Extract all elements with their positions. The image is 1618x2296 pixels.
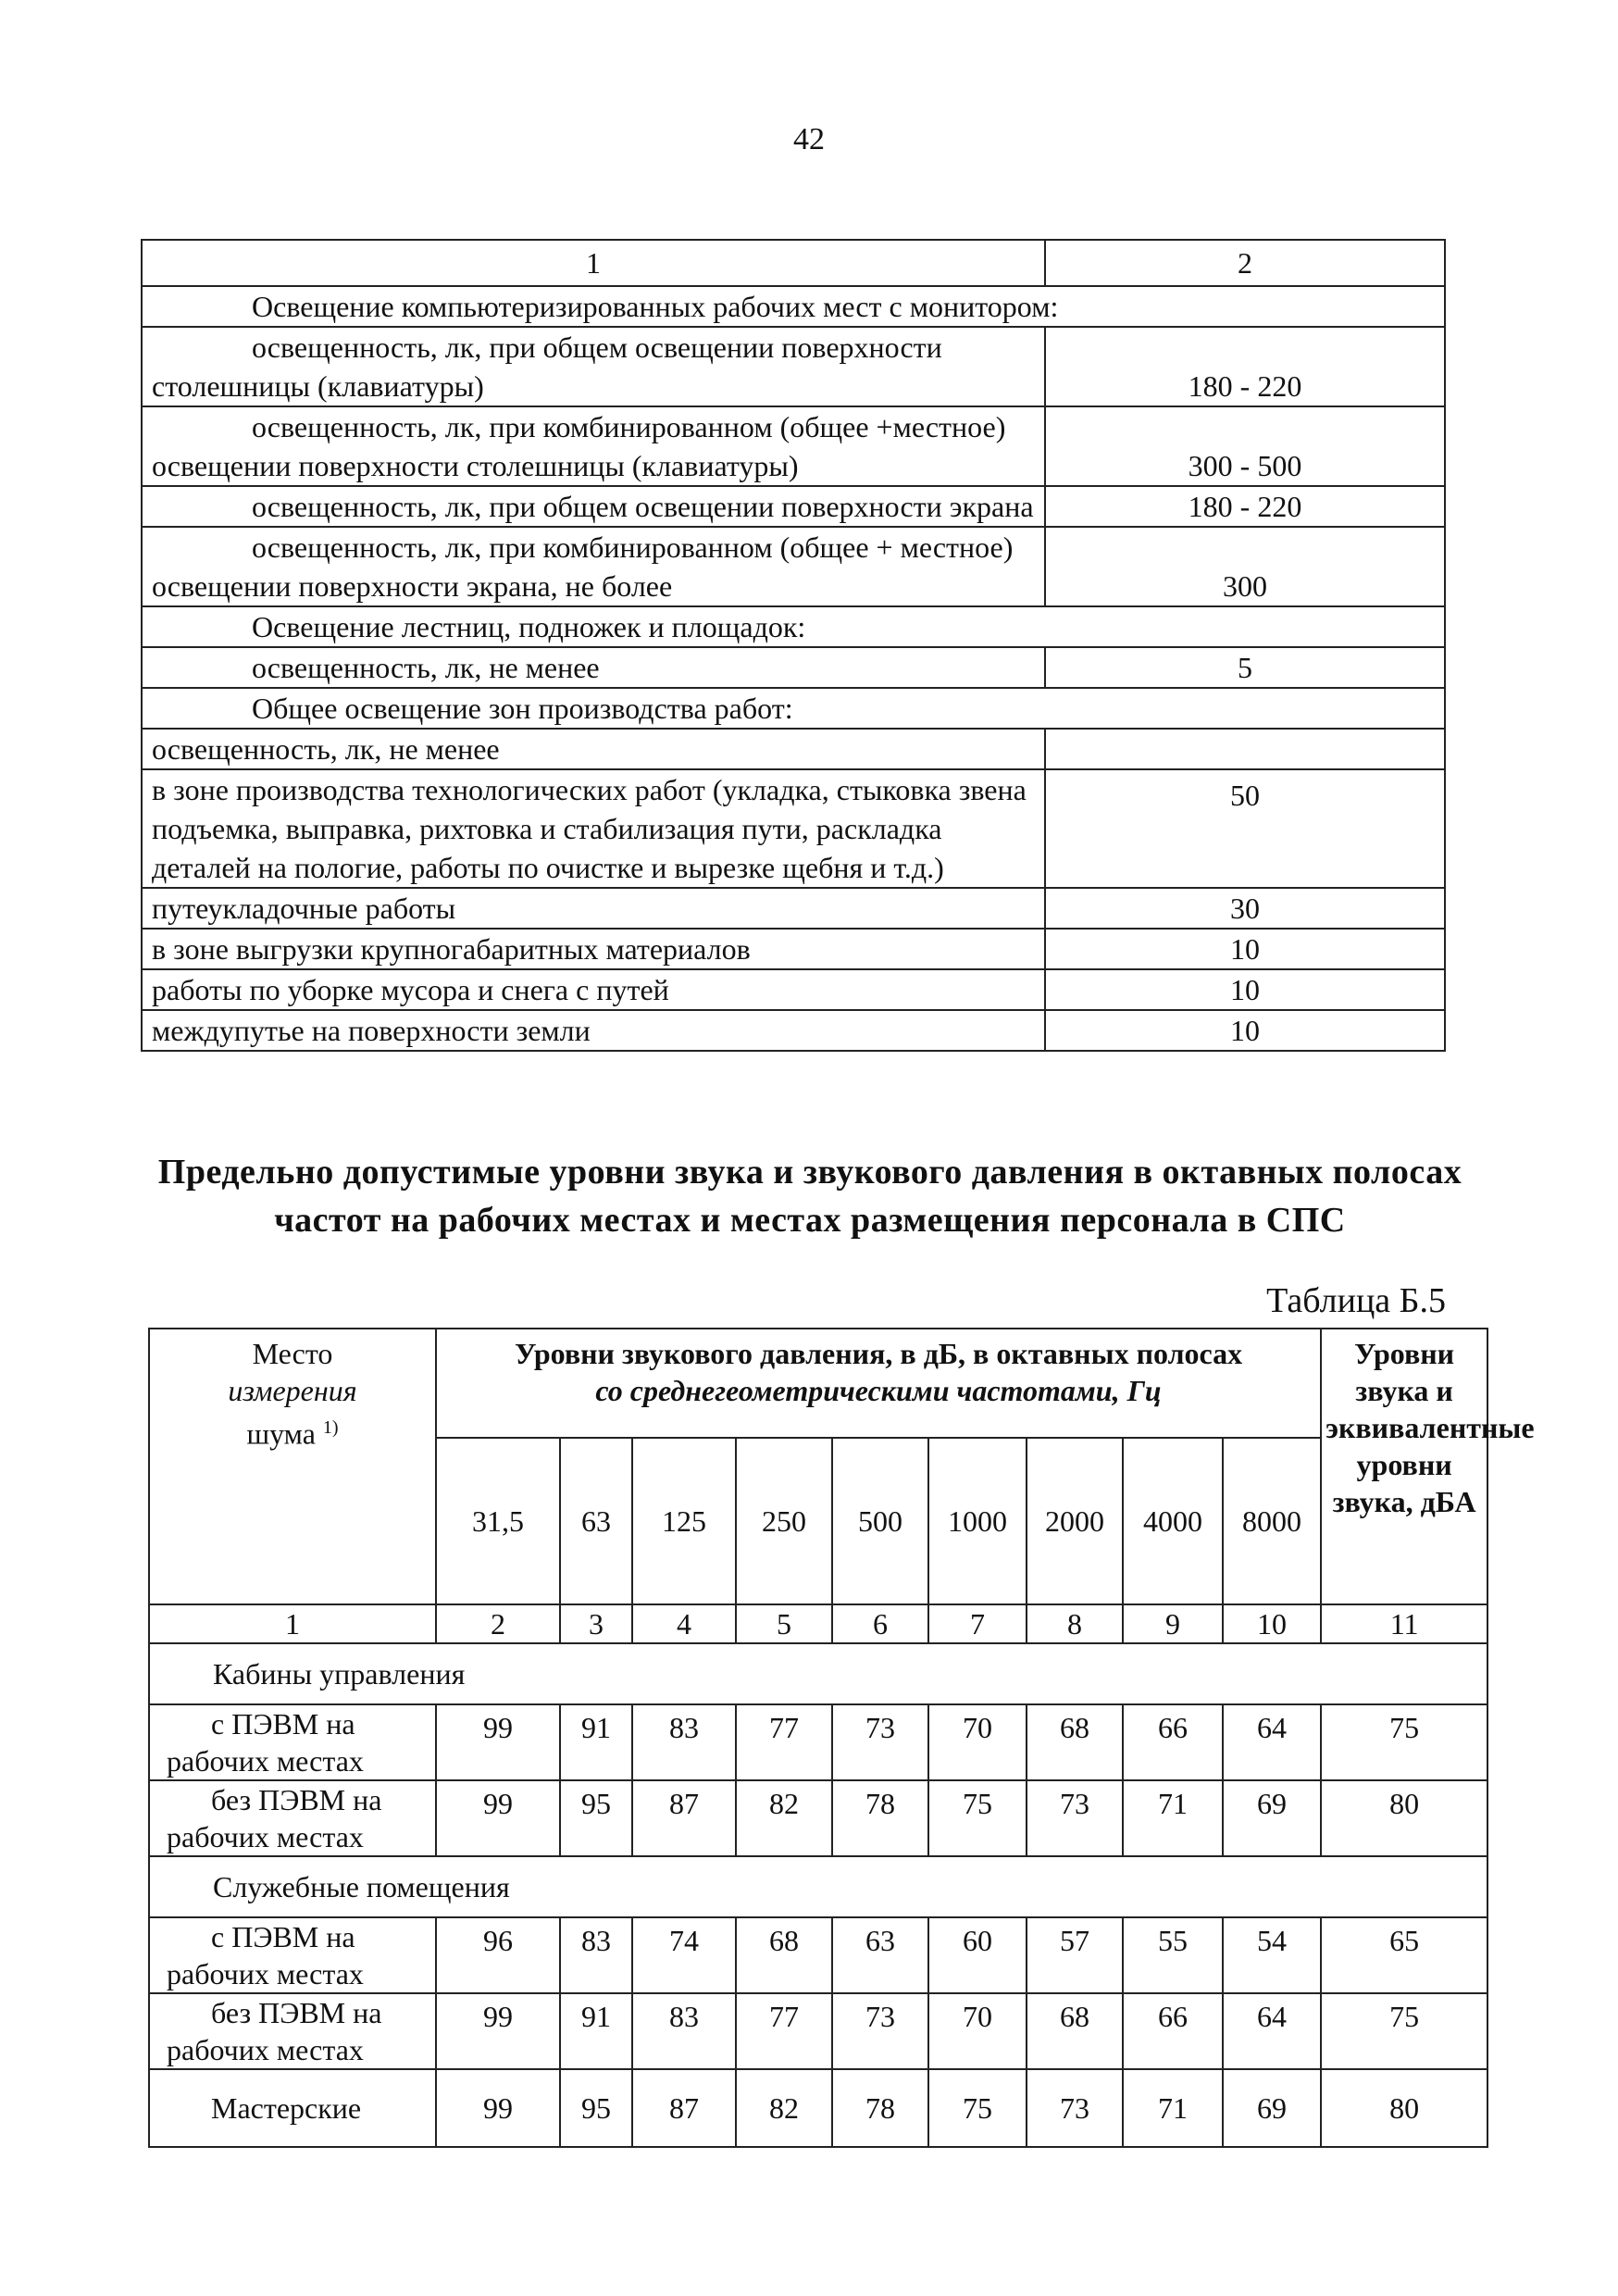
column-number: 10 <box>1223 1604 1321 1643</box>
value-cell: 95 <box>560 1780 632 1856</box>
frequency-cell: 31,5 <box>436 1438 560 1604</box>
column-number: 8 <box>1027 1604 1123 1643</box>
page-number: 42 <box>793 122 825 156</box>
value-cell: 77 <box>736 1993 832 2069</box>
table-row <box>142 527 1445 606</box>
column-number: 7 <box>928 1604 1027 1643</box>
row-value: 300 - 500 <box>1045 406 1445 486</box>
row-value: 30 <box>1045 888 1445 929</box>
column-number: 9 <box>1123 1604 1223 1643</box>
frequency-cell: 1000 <box>928 1438 1027 1604</box>
group-title: Служебные помещения <box>149 1856 1487 1917</box>
row-label: путеукладочные работы <box>142 888 1045 929</box>
value-cell: 60 <box>928 1917 1027 1993</box>
value-cell: 64 <box>1223 1704 1321 1780</box>
row-value: 10 <box>1045 969 1445 1010</box>
value-cell: 71 <box>1123 1780 1223 1856</box>
value-cell: 95 <box>560 2069 632 2147</box>
value-cell: 73 <box>1027 1780 1123 1856</box>
table-header-row <box>142 240 1445 286</box>
group-row <box>149 1643 1487 1704</box>
value-cell: 99 <box>436 1780 560 1856</box>
place-line: без ПЭВМ на <box>211 1996 382 2029</box>
value-cell: 66 <box>1123 1993 1223 2069</box>
place-line: с ПЭВМ на <box>211 1707 355 1741</box>
column-number-row <box>149 1604 1487 1643</box>
value-cell: 75 <box>928 2069 1027 2147</box>
total-cell: 80 <box>1321 1780 1487 1856</box>
place-cell <box>149 1917 436 1993</box>
row-label: освещенность, лк, при общем освещении поверхности экрана <box>142 486 1045 527</box>
value-cell: 69 <box>1223 2069 1321 2147</box>
table-row <box>149 1704 1487 1780</box>
value-cell: 83 <box>632 1704 736 1780</box>
row-label: освещенность, лк, при комбинированном (общее + местное) освещении поверхности экрана, не более <box>142 527 1045 606</box>
section-heading: Предельно допустимые уровни звука и звукового давления в октавных полосах частот на рабочих местах и местах размещения персонала в СПС <box>157 1153 1462 1240</box>
value-cell: 64 <box>1223 1993 1321 2069</box>
row-value: 50 <box>1045 769 1445 888</box>
table-caption: Таблица Б.5 <box>1266 1281 1446 1320</box>
table-row <box>149 1993 1487 2069</box>
lighting-table <box>141 239 1446 1052</box>
value-cell: 71 <box>1123 2069 1223 2147</box>
value-cell: 96 <box>436 1917 560 1993</box>
value-cell: 75 <box>928 1780 1027 1856</box>
column-number: 5 <box>736 1604 832 1643</box>
table-row <box>149 1780 1487 1856</box>
value-cell: 82 <box>736 1780 832 1856</box>
row-value: 10 <box>1045 929 1445 969</box>
noise-levels-table <box>148 1328 1535 2148</box>
table-row <box>142 929 1445 969</box>
table-row <box>142 647 1445 688</box>
frequency-cell: 4000 <box>1123 1438 1223 1604</box>
row-value: 300 <box>1045 527 1445 606</box>
table-row <box>149 2069 1487 2147</box>
value-cell: 87 <box>632 2069 736 2147</box>
frequency-cell: 63 <box>560 1438 632 1604</box>
column-header: 1 <box>142 240 1045 286</box>
frequency-cell: 8000 <box>1223 1438 1321 1604</box>
column-number: 4 <box>632 1604 736 1643</box>
row-label: освещенность, лк, не менее <box>142 729 1045 769</box>
table-row <box>142 729 1445 769</box>
table-row <box>142 406 1445 486</box>
table-row <box>142 486 1445 527</box>
row-label: освещенность, лк, не менее <box>142 647 1045 688</box>
place-header <box>149 1329 436 1604</box>
value-cell: 99 <box>436 1704 560 1780</box>
value-cell: 66 <box>1123 1704 1223 1780</box>
column-number: 6 <box>832 1604 928 1643</box>
value-cell: 73 <box>832 1993 928 2069</box>
value-cell: 70 <box>928 1993 1027 2069</box>
table-row <box>142 1010 1445 1051</box>
place-cell <box>149 1704 436 1780</box>
table-row <box>142 327 1445 406</box>
row-value: 180 - 220 <box>1045 486 1445 527</box>
row-value: 180 - 220 <box>1045 327 1445 406</box>
place-header-line: шума <box>246 1416 316 1451</box>
value-cell: 78 <box>832 2069 928 2147</box>
group-row <box>149 1856 1487 1917</box>
total-cell: 65 <box>1321 1917 1487 1993</box>
section-row <box>142 286 1445 327</box>
row-label: работы по уборке мусора и снега с путей <box>142 969 1045 1010</box>
row-label: междупутье на поверхности земли <box>142 1010 1045 1051</box>
place-line: рабочих местах <box>167 1957 364 1990</box>
place-line: рабочих местах <box>167 1820 364 1853</box>
value-cell: 68 <box>736 1917 832 1993</box>
row-value: 5 <box>1045 647 1445 688</box>
header-row-top <box>149 1329 1487 1438</box>
place-cell <box>149 1780 436 1856</box>
value-cell: 74 <box>632 1917 736 1993</box>
row-value: 10 <box>1045 1010 1445 1051</box>
value-cell: 78 <box>832 1780 928 1856</box>
place-cell <box>149 1993 436 2069</box>
place-cell: Мастерские <box>149 2069 436 2147</box>
column-header: 2 <box>1045 240 1445 286</box>
sound-pressure-header <box>436 1329 1321 1438</box>
row-label: в зоне производства технологических работ (укладка, стыковка звена подъемка, выправка, рихтовка и стабилизация пути, раскладка деталей на пологие, работы по очистке и вырезке щебня и т.д.) <box>142 769 1045 888</box>
table-row <box>142 969 1445 1010</box>
table-row <box>142 769 1445 888</box>
place-line: рабочих местах <box>167 1744 364 1778</box>
value-cell: 68 <box>1027 1704 1123 1780</box>
column-number: 3 <box>560 1604 632 1643</box>
row-label: освещенность, лк, при общем освещении поверхности столешницы (клавиатуры) <box>142 327 1045 406</box>
frequency-cell: 125 <box>632 1438 736 1604</box>
section-row <box>142 688 1445 729</box>
group-title: Кабины управления <box>149 1643 1487 1704</box>
value-cell: 83 <box>560 1917 632 1993</box>
value-cell: 99 <box>436 2069 560 2147</box>
row-label: в зоне выгрузки крупногабаритных материалов <box>142 929 1045 969</box>
value-cell: 91 <box>560 1704 632 1780</box>
column-number: 1 <box>149 1604 436 1643</box>
value-cell: 82 <box>736 2069 832 2147</box>
sound-level-header: Уровни звука и эквивалентные уровни звука, дБА <box>1321 1329 1487 1604</box>
section-row <box>142 606 1445 647</box>
value-cell: 83 <box>632 1993 736 2069</box>
value-cell: 54 <box>1223 1917 1321 1993</box>
section-title: Освещение компьютеризированных рабочих мест с монитором: <box>142 286 1445 327</box>
frequency-cell: 2000 <box>1027 1438 1123 1604</box>
table-row <box>149 1917 1487 1993</box>
value-cell: 55 <box>1123 1917 1223 1993</box>
frequency-cell: 500 <box>832 1438 928 1604</box>
column-number: 2 <box>436 1604 560 1643</box>
row-value <box>1045 729 1445 769</box>
sound-pressure-header-line: Уровни звукового давления, в дБ, в октавных полосах <box>514 1337 1243 1370</box>
section-title: Освещение лестниц, подножек и площадок: <box>142 606 1445 647</box>
value-cell: 68 <box>1027 1993 1123 2069</box>
table-row <box>142 888 1445 929</box>
place-line: без ПЭВМ на <box>211 1783 382 1816</box>
value-cell: 73 <box>1027 2069 1123 2147</box>
value-cell: 73 <box>832 1704 928 1780</box>
value-cell: 77 <box>736 1704 832 1780</box>
total-cell: 75 <box>1321 1704 1487 1780</box>
frequency-cell: 250 <box>736 1438 832 1604</box>
value-cell: 99 <box>436 1993 560 2069</box>
place-line: с ПЭВМ на <box>211 1920 355 1953</box>
value-cell: 70 <box>928 1704 1027 1780</box>
value-cell: 63 <box>832 1917 928 1993</box>
value-cell: 57 <box>1027 1917 1123 1993</box>
value-cell: 87 <box>632 1780 736 1856</box>
row-label: освещенность, лк, при комбинированном (общее +местное) освещении поверхности столешницы (клавиатуры) <box>142 406 1045 486</box>
value-cell: 69 <box>1223 1780 1321 1856</box>
place-header-line: измерения <box>228 1374 357 1407</box>
column-number: 11 <box>1321 1604 1487 1643</box>
place-header-line: Место <box>252 1337 333 1370</box>
place-line: рабочих местах <box>167 2033 364 2066</box>
total-cell: 80 <box>1321 2069 1487 2147</box>
section-title: Общее освещение зон производства работ: <box>142 688 1445 729</box>
footnote-marker: 1) <box>322 1417 339 1438</box>
value-cell: 91 <box>560 1993 632 2069</box>
total-cell: 75 <box>1321 1993 1487 2069</box>
sound-pressure-header-line: со среднегеометрическими частотами, Гц <box>595 1374 1162 1407</box>
